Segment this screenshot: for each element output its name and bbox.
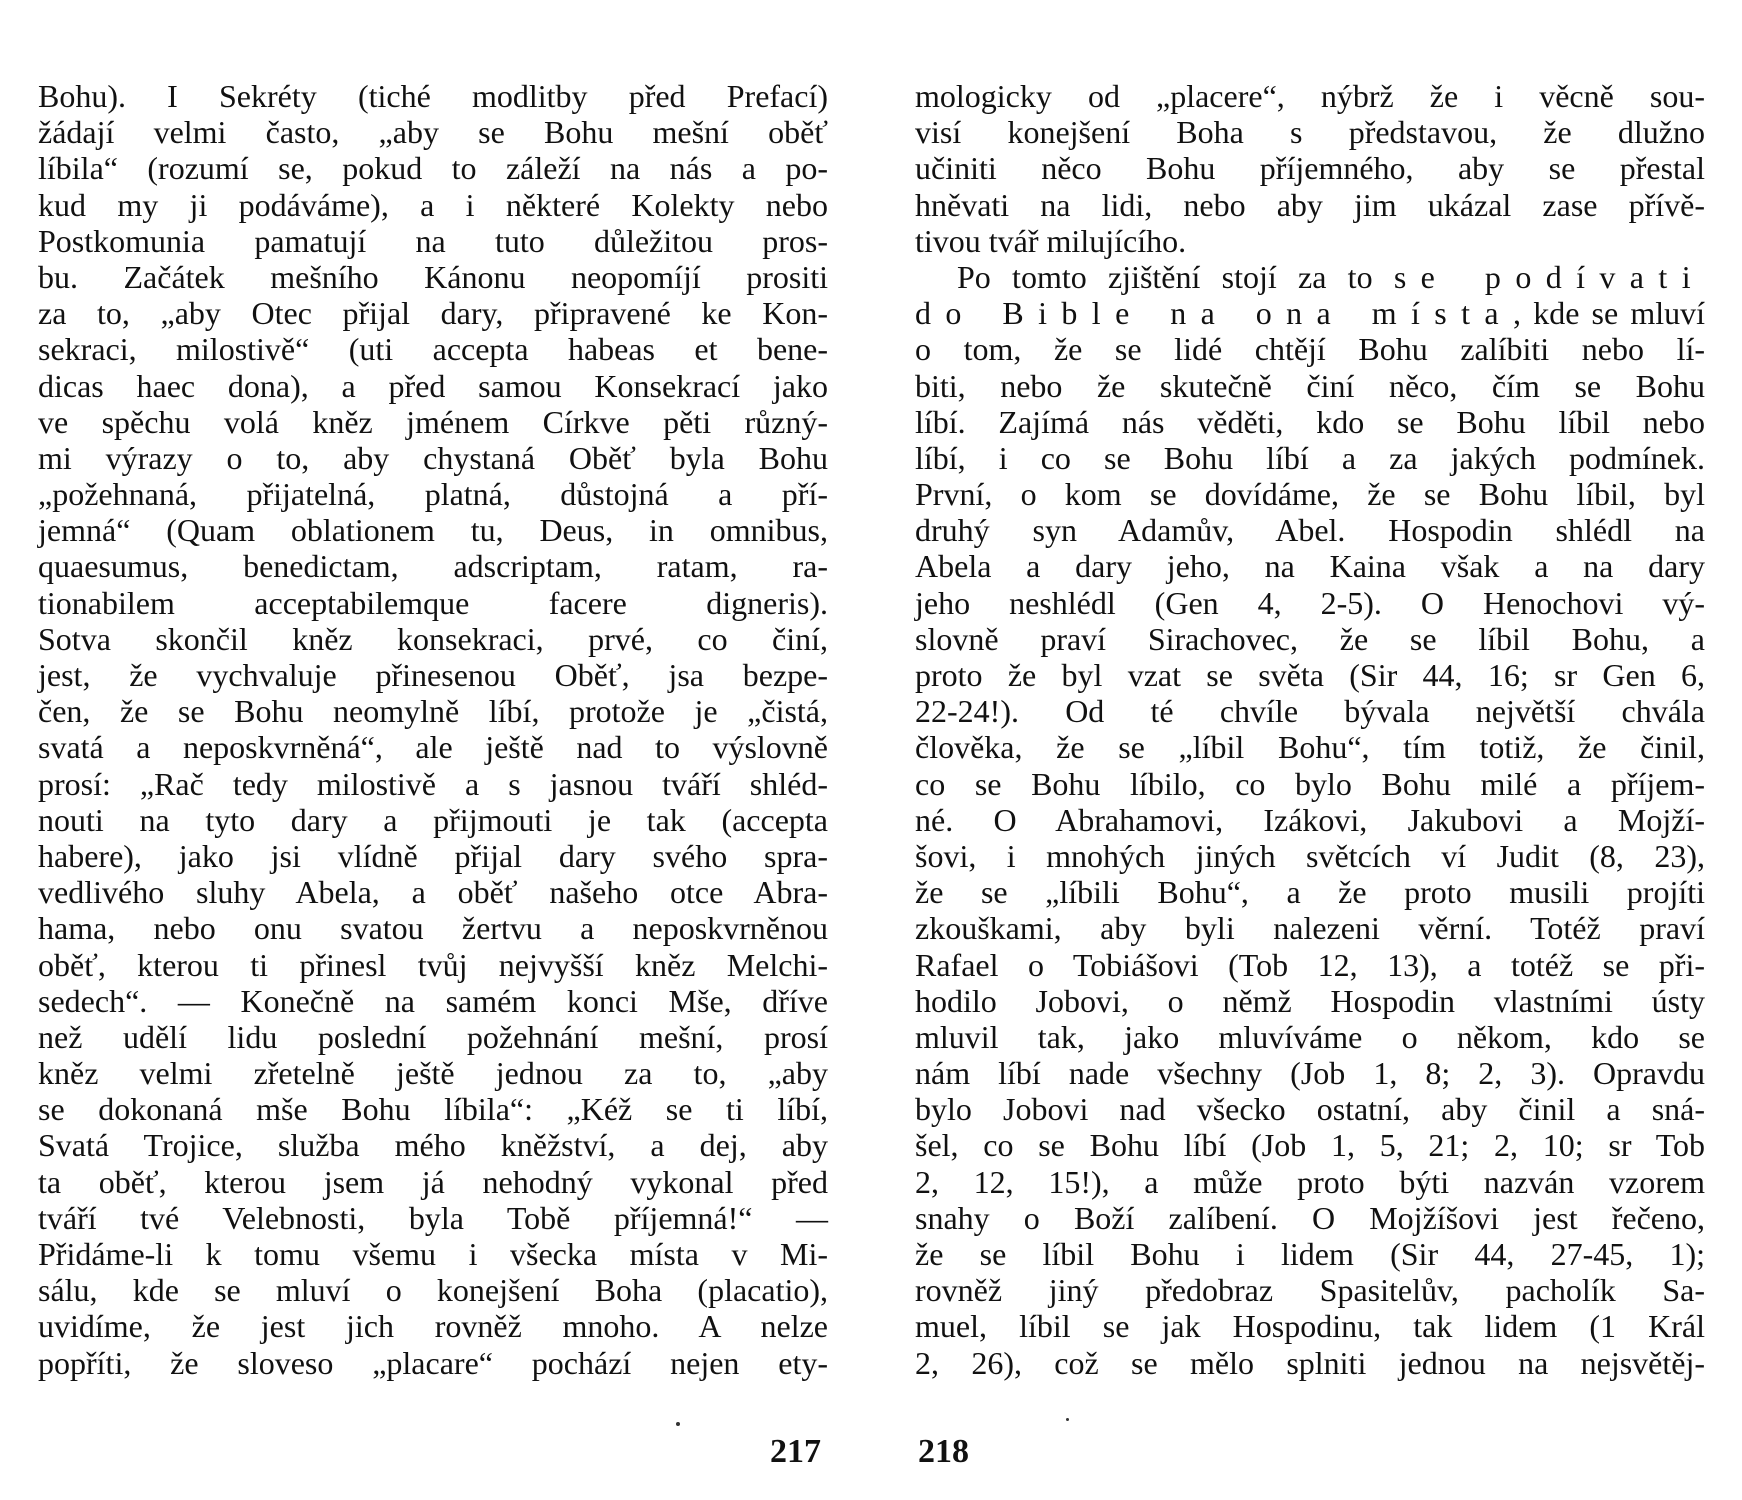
text-line: sekraci, milostivě“ (uti accepta habeas et bene- bbox=[38, 331, 828, 368]
text-line: jemná“ (Quam oblationem tu, Deus, in omnibus, bbox=[38, 512, 828, 549]
text-line: hodilo Jobovi, o němž Hospodin vlastními ústy bbox=[915, 982, 1705, 1019]
text-line: se dokonaná mše Bohu líbila“: „Kéž se ti líbí, bbox=[38, 1091, 828, 1128]
text-line: 2, 12, 15!), a může proto býti nazván vzorem bbox=[915, 1163, 1705, 1200]
text-line: První, o kom se dovídáme, že se Bohu líbil, byl bbox=[915, 476, 1705, 513]
text-line: šel, co se Bohu líbí (Job 1, 5, 21; 2, 10; sr Tob bbox=[915, 1127, 1705, 1164]
text-line: líbí, i co se Bohu líbí a za jakých podmínek. bbox=[915, 439, 1705, 476]
text-line: než udělí lidu poslední požehnání mešní, prosí bbox=[38, 1018, 828, 1055]
page-number-left: 217 bbox=[770, 1433, 821, 1470]
emphasized-text: se podívati bbox=[1393, 258, 1705, 295]
text-line: rovněž jiný předobraz Spasitelův, pacholík Sa- bbox=[915, 1272, 1705, 1309]
text-line: „požehnaná, přijatelná, platná, důstojná a pří- bbox=[38, 476, 828, 513]
text-line: 2, 26), což se mělo splniti jednou na nejsvětěj- bbox=[915, 1344, 1705, 1381]
text-line: kněz velmi zřetelně ještě jednou za to, „aby bbox=[38, 1055, 828, 1092]
text-line: mologicky od „placere“, nýbrž že i věcně sou- bbox=[915, 78, 1705, 114]
text-line: popříti, že sloveso „placare“ pochází nejen ety- bbox=[38, 1344, 828, 1381]
text-line: svatá a neposkvrněná“, ale ještě nad to výslovně bbox=[38, 729, 828, 766]
text-run: Po tomto zjištění stojí za to bbox=[957, 258, 1394, 295]
text-line: snahy o Boží zalíbení. O Mojžíšovi jest řečeno, bbox=[915, 1199, 1705, 1236]
text-line: čen, že se Bohu neomylně líbí, protože je „čistá, bbox=[38, 693, 828, 730]
text-line: kud my ji podáváme), a i některé Kolekty nebo bbox=[38, 186, 828, 223]
text-line: zkouškami, aby byli nalezeni věrní. Totéž praví bbox=[915, 910, 1705, 947]
text-line: ve spěchu volá kněz jménem Církve pěti různý- bbox=[38, 403, 828, 440]
text-line: nám líbí nade všechny (Job 1, 8; 2, 3). Opravdu bbox=[915, 1055, 1705, 1092]
scan-speck bbox=[1066, 1418, 1069, 1421]
text-line: co se Bohu líbilo, co bylo Bohu milé a příjem- bbox=[915, 765, 1705, 802]
emphasized-text: do Bible na ona místa bbox=[915, 295, 1514, 332]
text-line: tváří tvé Velebnosti, byla Tobě příjemná!“ — bbox=[38, 1199, 828, 1236]
scan-speck bbox=[676, 1422, 680, 1426]
text-line: učiniti něco Bohu příjemného, aby se přestal bbox=[915, 150, 1705, 187]
text-line: Svatá Trojice, služba mého kněžství, a dej, aby bbox=[38, 1127, 828, 1164]
text-line: habere), jako jsi vlídně přijal dary svého spra- bbox=[38, 837, 828, 874]
text-line: visí konejšení Boha s představou, že dlužno bbox=[915, 114, 1705, 151]
text-line: Rafael o Tobiášovi (Tob 12, 13), a totéž se při- bbox=[915, 946, 1705, 983]
text-line: vedlivého sluhy Abela, a oběť našeho otce Abra- bbox=[38, 874, 828, 911]
text-line: žádají velmi často, „aby se Bohu mešní oběť bbox=[38, 114, 828, 151]
text-line: Abela a dary jeho, na Kaina však a na dary bbox=[915, 548, 1705, 585]
text-line: proto že byl vzat se světa (Sir 44, 16; sr Gen 6, bbox=[915, 657, 1705, 693]
text-line: že se líbil Bohu i lidem (Sir 44, 27-45, 1); bbox=[915, 1236, 1705, 1272]
text-line: uvidíme, že jest jich rovněž mnoho. A nelze bbox=[38, 1308, 828, 1345]
text-line: tivou tvář milujícího. bbox=[915, 222, 1187, 259]
text-line: dicas haec dona), a před samou Konsekrací jako bbox=[38, 367, 828, 404]
left-page-text bbox=[38, 78, 828, 1381]
text-line: oběť, kterou ti přinesl tvůj nejvyšší kněz Melchi- bbox=[38, 946, 828, 983]
text-line: bu. Začátek mešního Kánonu neopomíjí prositi bbox=[38, 258, 828, 295]
text-line: slovně praví Sirachovec, že se líbil Bohu, a bbox=[915, 620, 1705, 657]
text-line: druhý syn Adamův, Abel. Hospodin shlédl na bbox=[915, 512, 1705, 549]
text-line: hama, nebo onu svatou žertvu a neposkvrněnou bbox=[38, 910, 828, 947]
text-line: líbí. Zajímá nás věděti, kdo se Bohu líbil nebo bbox=[915, 403, 1705, 440]
text-line bbox=[915, 295, 1705, 331]
text-line: o tom, že se lidé chtějí Bohu zalíbiti nebo lí- bbox=[915, 331, 1705, 368]
text-line: mluvil tak, jako mluvíváme o někom, kdo se bbox=[915, 1018, 1705, 1055]
text-line: bylo Jobovi nad všecko ostatní, aby činil a sná- bbox=[915, 1091, 1705, 1128]
text-line: jest, že vychvaluje přinesenou Oběť, jsa bezpe- bbox=[38, 657, 828, 693]
text-line: Bohu). I Sekréty (tiché modlitby před Prefací) bbox=[38, 78, 828, 114]
text-line: ta oběť, kterou jsem já nehodný vykonal před bbox=[38, 1163, 828, 1200]
page-number-right: 218 bbox=[918, 1433, 969, 1470]
text-line: quaesumus, benedictam, adscriptam, ratam, ra- bbox=[38, 548, 828, 585]
text-line: Sotva skončil kněz konsekraci, prvé, co činí, bbox=[38, 620, 828, 657]
text-line: jeho neshlédl (Gen 4, 2-5). O Henochovi vý- bbox=[915, 584, 1705, 621]
text-line: 22-24!). Od té chvíle bývala největší chvála bbox=[915, 693, 1705, 730]
text-line: hněvati na lidi, nebo aby jim ukázal zase přívě- bbox=[915, 186, 1705, 223]
text-line: šovi, i mnohých jiných světcích ví Judit (8, 23), bbox=[915, 837, 1705, 874]
text-line: mi výrazy o to, aby chystaná Oběť byla Bohu bbox=[38, 439, 828, 476]
text-line: sálu, kde se mluví o konejšení Boha (placatio), bbox=[38, 1272, 828, 1309]
text-line: tionabilem acceptabilemque facere digneris). bbox=[38, 584, 828, 621]
text-line: líbila“ (rozumí se, pokud to záleží na nás a po- bbox=[38, 150, 828, 187]
text-line: Přidáme-li k tomu všemu i všecka místa v Mi- bbox=[38, 1236, 828, 1272]
text-line: né. O Abrahamovi, Izákovi, Jakubovi a Mojží- bbox=[915, 801, 1705, 838]
text-line: sedech“. — Konečně na samém konci Mše, dříve bbox=[38, 982, 828, 1019]
text-line: že se „líbili Bohu“, a že proto musili projíti bbox=[915, 874, 1705, 911]
text-line: muel, líbil se jak Hospodinu, tak lidem (1 Král bbox=[915, 1308, 1705, 1345]
text-line: biti, nebo že skutečně činí něco, čím se Bohu bbox=[915, 367, 1705, 404]
text-line bbox=[915, 259, 1705, 295]
right-page-text bbox=[915, 78, 1705, 1381]
text-run: , kde se mluví bbox=[1513, 295, 1706, 332]
text-line: za to, „aby Otec přijal dary, připravené ke Kon- bbox=[38, 295, 828, 332]
text-line: Postkomunia pamatují na tuto důležitou pros- bbox=[38, 222, 828, 259]
text-line: člověka, že se „líbil Bohu“, tím totiž, že činil, bbox=[915, 729, 1705, 766]
text-line: nouti na tyto dary a přijmouti je tak (accepta bbox=[38, 801, 828, 838]
text-line: prosí: „Rač tedy milostivě a s jasnou tváří shléd- bbox=[38, 765, 828, 802]
